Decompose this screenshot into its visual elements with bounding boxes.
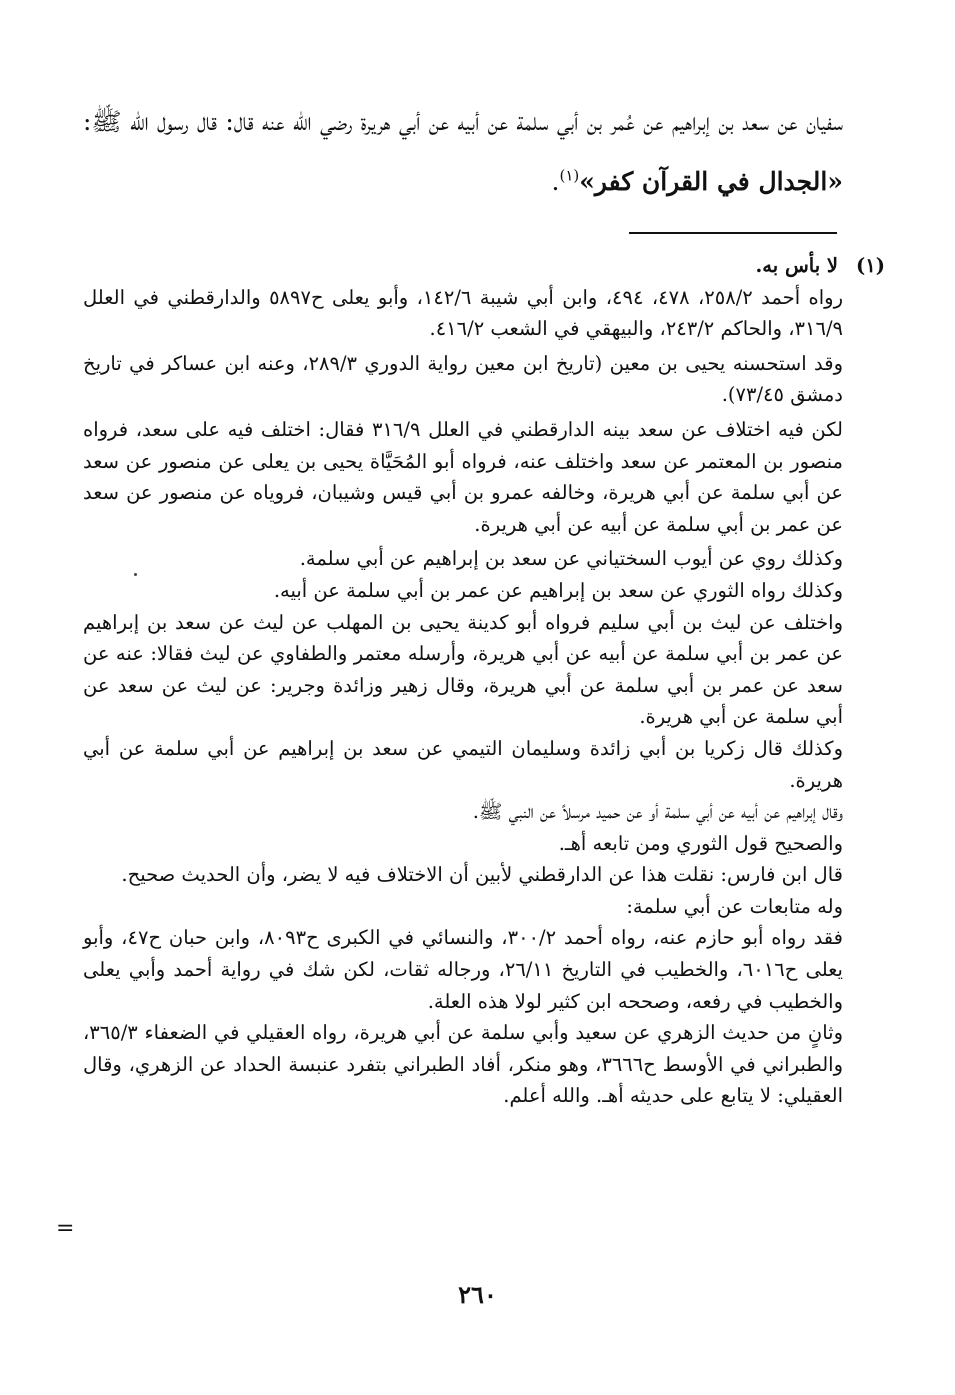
footnote-grade: لا بأس به.: [755, 254, 839, 277]
continuation-mark: =: [56, 1216, 75, 1241]
footnote-paragraph: لكن فيه اختلاف عن سعد بينه الدارقطني في العلل ٣١٦/٩ فقال: اختلف فيه على سعد، فرواه منصور بن المعتمر عن سعد واختلف عنه، فرواه أبو المُحَيَّاة يحيى بن يعلى عن منصور عن سعد عن أبي سلمة عن أبي هريرة، وخالفه عمرو بن أبي قيس وشيبان، فروياه عن منصور عن سعد عن عمر بن أبي سلمة عن أبيه عن أبي هريرة.: [83, 417, 843, 536]
footnotes-section: [83, 250, 885, 1112]
footnote-paragraph: وكذلك رواه الثوري عن سعد بن إبراهيم عن عمر بن أبي سلمة عن أبيه.: [273, 578, 843, 602]
footnote-paragraph: وقد استحسنه يحيى بن معين (تاريخ ابن معين رواية الدوري ٢٨٩/٣، وعنه ابن عساكر في تاريخ دمشق ٧٣/٤٥).: [83, 351, 843, 407]
footnote-paragraph: وله متابعات عن أبي سلمة:: [626, 894, 843, 918]
end-punctuation: .: [551, 167, 560, 196]
footnote-paragraph: رواه أحمد ٢٥٨/٢، ٤٧٨، ٤٩٤، وابن أبي شيبة ١٤٢/٦، وأبو يعلى ح٥٨٩٧ والدارقطني في العلل ٣١٦/٩، والحاكم ٢٤٣/٢، والبيهقي في الشعب ٤١٦/٢.: [83, 285, 844, 341]
footnote-paragraph: والصحيح قول الثوري ومن تابعه أهـ.: [558, 831, 843, 855]
main-hadith-text: [83, 92, 843, 212]
hadith-chain-text: سفيان عن سعد بن إبراهيم عن عُمر بن أبي سلمة عن أبيه عن أبي هريرة رضي الله عنه قال: قال رسول الله ﷺ:: [83, 107, 843, 136]
scan-speck: [134, 573, 137, 576]
footnote-paragraph: فقد رواه أبو حازم عنه، رواه أحمد ٣٠٠/٢، والنسائي في الكبرى ح٨٠٩٣، وابن حبان ح٤٧، وأبو يعلى ح٦٠١٦، والخطيب في التاريخ ٢٦/١١، ورجاله ثقات، لكن شك في رواية أحمد وأبي يعلى والخطيب في رفعه، وصححه ابن كثير لولا هذه العلة.: [83, 926, 843, 1013]
footnote-paragraph: وثانٍ من حديث الزهري عن سعيد وأبي سلمة عن أبي هريرة، رواه العقيلي في الضعفاء ٣٦٥/٣، والطبراني في الأوسط ح٣٦٦٦، وهو منكر، أفاد الطبراني بتفرد عنبسة الحداد عن الزهري، وقال العقيلي: لا يتابع على حديثه أهـ. والله أعلم.: [83, 1021, 843, 1108]
footnote-heading: [83, 250, 885, 282]
footnote-paragraph: واختلف عن ليث بن أبي سليم فرواه أبو كدينة يحيى بن المهلب عن ليث عن سعد بن إبراهيم عن عمر بن أبي سلمة عن أبيه عن أبي هريرة، وأرسله معتمر والطفاوي عن ليث فقالا: عنه عن سعد عن عمر بن أبي سلمة عن أبي هريرة، وقال زهير وزائدة وجرير: عن ليث عن سعد عن أبي سلمة عن أبي هريرة.: [83, 610, 843, 729]
hadith-quote: «الجدال في القرآن كفر»: [579, 167, 843, 196]
footnote-separator: [629, 232, 837, 234]
footnote-paragraph: وكذلك قال زكريا بن أبي زائدة وسليمان التيمي عن سعد بن إبراهيم عن أبي سلمة عن أبي هريرة.: [83, 736, 843, 792]
footnote-paragraph: قال ابن فارس: نقلت هذا عن الدارقطني لأبين أن الاختلاف فيه لا يضر، وأن الحديث صحيح.: [121, 863, 843, 887]
footnote-paragraph: وقال إبراهيم عن أبيه عن أبي سلمة أو عن حميد مرسلاً عن النبي ﷺ.: [472, 800, 843, 824]
footnote-paragraph: وكذلك روي عن أيوب السختياني عن سعد بن إبراهيم عن أبي سلمة.: [299, 547, 843, 571]
footnote-number: (١): [856, 254, 885, 277]
footnote-reference[interactable]: (١): [559, 166, 580, 185]
page-number: ٢٦٠: [458, 1280, 497, 1309]
